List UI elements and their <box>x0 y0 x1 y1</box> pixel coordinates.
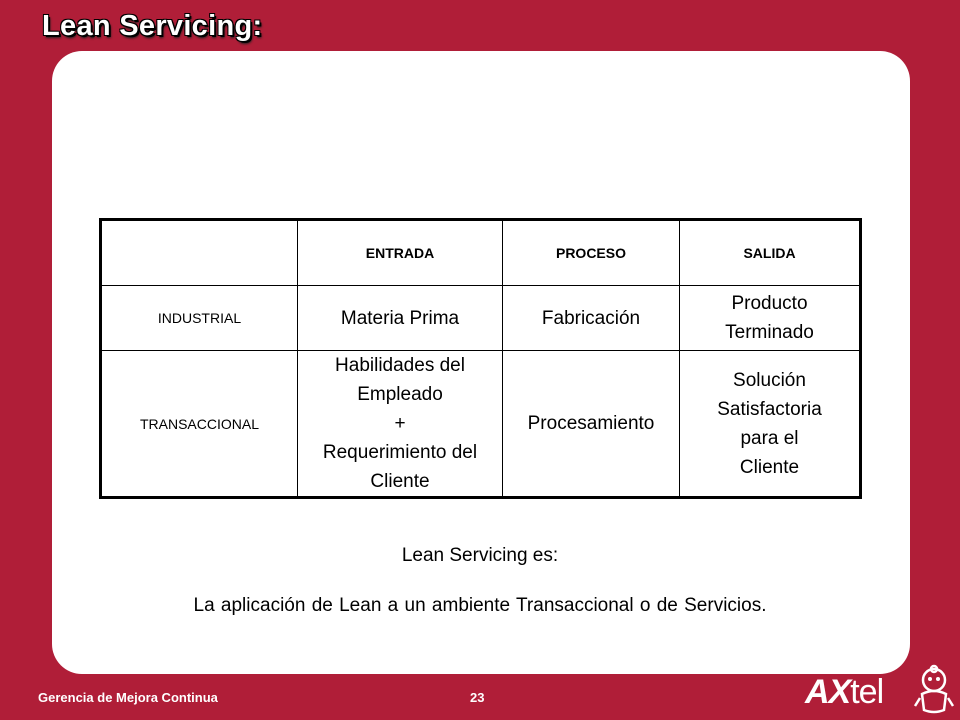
cell-transaccional-entrada: Habilidades del Empleado + Requerimiento del Cliente <box>298 351 503 498</box>
header-salida: SALIDA <box>680 220 861 286</box>
cell-transaccional-proceso: Procesamiento <box>503 351 680 498</box>
cell-industrial-entrada: Materia Prima <box>298 286 503 351</box>
logo-ax: AX <box>805 673 851 711</box>
definition-heading: Lean Servicing es: <box>401 545 559 566</box>
row-label-industrial: INDUSTRIAL <box>101 286 298 351</box>
header-entrada: ENTRADA <box>298 220 503 286</box>
mascot-icon <box>912 664 956 716</box>
table-row-transaccional <box>101 351 861 498</box>
header-cell-empty <box>101 220 298 286</box>
table-row-industrial <box>101 286 861 351</box>
logo-tel: tel <box>850 673 884 711</box>
page-number: 23 <box>470 690 485 705</box>
cell-industrial-salida: Producto Terminado <box>680 286 861 351</box>
table-header-row <box>101 220 861 286</box>
cell-industrial-proceso: Fabricación <box>503 286 680 351</box>
header-proceso: PROCESO <box>503 220 680 286</box>
footer-department: Gerencia de Mejora Continua <box>38 690 218 705</box>
slide-title: Lean Servicing: <box>42 10 263 42</box>
axtel-logo <box>805 672 883 712</box>
row-label-transaccional: TRANSACCIONAL <box>101 351 298 498</box>
cell-transaccional-salida: Solución Satisfactoria para el Cliente <box>680 351 861 498</box>
definition-text: La aplicación de Lean a un ambiente Transaccional o de Servicios. <box>193 595 767 616</box>
comparison-table <box>99 218 862 499</box>
